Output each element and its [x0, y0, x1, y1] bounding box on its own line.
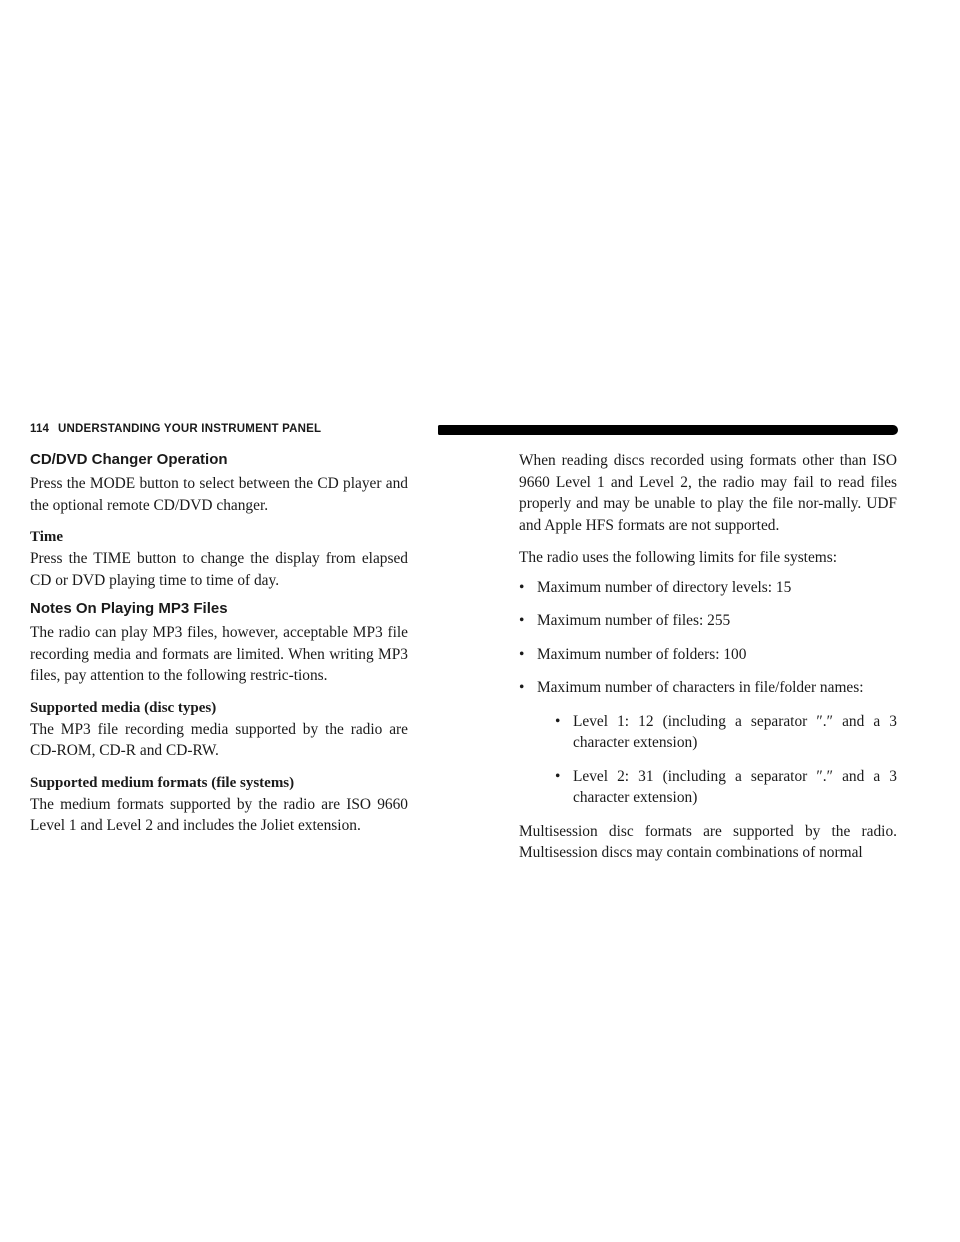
paragraph-supported-media: The MP3 file recording media supported by the radio are CD-ROM, CD-R and CD-RW.: [30, 720, 408, 759]
paragraph-supported-formats: The medium formats supported by the radio are ISO 9660 Level 1 and Level 2 and includes the Joliet extension.: [30, 795, 408, 834]
paragraph-file-system-limits: The radio uses the following limits for file systems:: [519, 549, 838, 566]
heading-cd-dvd-changer: CD/DVD Changer Operation: [30, 451, 228, 468]
heading-mp3-notes: Notes On Playing MP3 Files: [30, 600, 228, 617]
bullet-icon: •: [555, 712, 561, 730]
list-item: • Level 2: 31 (including a separator ″.″ and a 3 character extension): [555, 767, 897, 806]
right-column: [519, 450, 897, 875]
bullet-icon: •: [519, 612, 525, 629]
left-column: [30, 450, 408, 848]
list-item: • Level 1: 12 (including a separator ″.″ and a 3 character extension): [555, 712, 897, 751]
section-title: UNDERSTANDING YOUR INSTRUMENT PANEL: [58, 423, 322, 435]
subheading-time: Time: [30, 529, 64, 545]
paragraph-time-button: Press the TIME button to change the display from elapsed CD or DVD playing time to time of day.: [30, 550, 408, 589]
paragraph-mode-button: Press the MODE button to select between the CD player and the optional remote CD/DVD changer.: [30, 475, 408, 514]
bullet-icon: •: [519, 679, 525, 696]
header-rule-bar: [438, 425, 898, 435]
bullet-icon: •: [519, 578, 525, 596]
list-item: • Maximum number of characters in file/folder names: • Level 1: 12 (including a separator ″.″ and a 3 character extension) • Level 2: 31 (including a separator ″.″ and a 3 character extension): [519, 677, 897, 809]
bullet-icon: •: [555, 767, 561, 785]
list-item: • Maximum number of directory levels: 15: [519, 577, 897, 599]
bullet-icon: •: [519, 645, 525, 663]
name-length-sublist: [537, 711, 897, 809]
subheading-supported-formats: Supported medium formats (file systems): [30, 774, 295, 791]
subheading-supported-media: Supported media (disc types): [30, 699, 217, 716]
paragraph-other-formats: When reading discs recorded using formats other than ISO 9660 Level 1 and Level 2, the radio may fail to read files properly and may be unable to play the file nor-mally. UDF and Apple HFS formats are not supported.: [519, 452, 897, 534]
page-header: [30, 422, 898, 438]
limits-list: [519, 577, 897, 809]
list-item: • Maximum number of folders: 100: [519, 644, 897, 666]
list-item: • Maximum number of files: 255: [519, 610, 897, 632]
page-number: 114: [30, 423, 50, 435]
paragraph-mp3-intro: The radio can play MP3 files, however, acceptable MP3 file recording media and formats are limited. When writing MP3 files, pay attention to the following restric-tions.: [30, 624, 408, 684]
paragraph-multisession: Multisession disc formats are supported by the radio. Multisession discs may contain combinations of normal: [519, 822, 897, 861]
